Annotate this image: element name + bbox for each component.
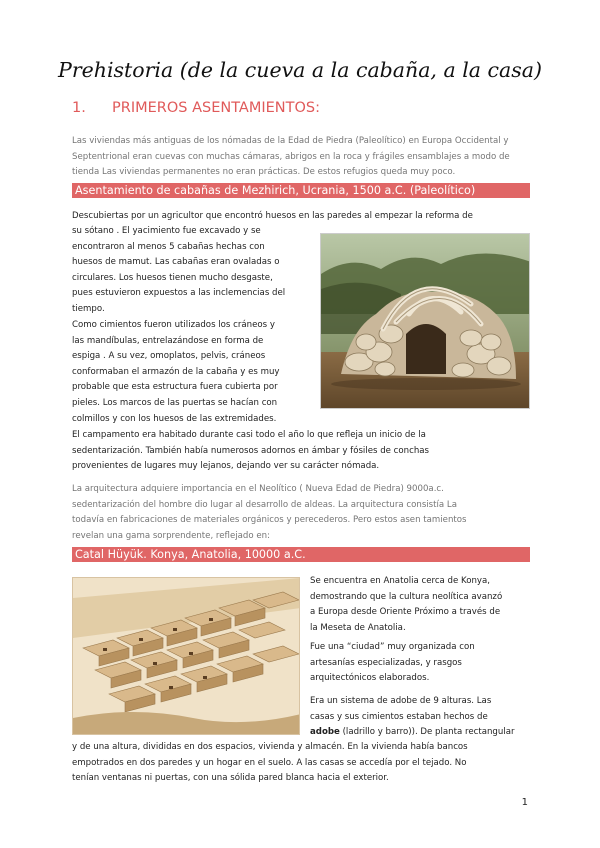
text-line: espiga . A su vez, omoplatos, pelvis, cráneos [72, 351, 266, 362]
bold-term-adobe: adobe [310, 727, 340, 738]
intro-line: Septentrional eran cuevas con muchas cámaras, abrigos en la roca y frágiles ensamblajes a modo de [72, 151, 510, 162]
mezhirich-paragraph-2 [72, 318, 308, 427]
catal-paragraph-2 [310, 640, 530, 687]
text-line: provenientes de lugares muy lejanos, dejando ver su carácter nómada. [72, 461, 380, 472]
section-heading [72, 100, 320, 116]
text-line: Como cimientos fueron utilizados los cráneos y [72, 320, 275, 330]
text-line: huesos de mamut. Las cabañas eran ovaladas o [72, 257, 280, 268]
mezhirich-first-line: Descubiertas por un agricultor que encontró huesos en las paredes al empezar la reforma de [72, 211, 473, 221]
text-line: todavía en fabricaciones de materiales orgánicos y perecederos. Pero estos asen tamientos [72, 515, 467, 526]
section-band-mezhirich: Asentamiento de cabañas de Mezhirich, Ucrania, 1500 a.C. (Paleolítico) [72, 183, 530, 198]
text-line: demostrando que la cultura neolítica avanzó [310, 591, 503, 602]
text-line: arquitectónicos elaborados. [310, 673, 430, 684]
text-line: encontraron al menos 5 cabañas hechas con [72, 241, 265, 252]
text-line: El campamento era habitado durante casi todo el año lo que refleja un inicio de la [72, 430, 426, 440]
text-line: la Meseta de Anatolia. [310, 622, 406, 633]
text-line: Fue una “ciudad” muy organizada con [310, 642, 475, 652]
campamento-paragraph [72, 428, 530, 475]
text-line: a Europa desde Oriente Próximo a través de [310, 607, 501, 618]
text-line: sedentarización. También había numerosos adornos en ámbar y fósiles de conchas [72, 445, 430, 456]
catal-huyuk-drawing [73, 578, 300, 735]
text-line: probable que esta estructura fuera cubierta por [72, 382, 278, 393]
neolithic-paragraph [72, 482, 530, 544]
text-line: Era un sistema de adobe de 9 alturas. Las [310, 696, 492, 706]
page-title: Prehistoria (de la cueva a la cabaña, a la casa) [58, 58, 542, 82]
text-fragment: (ladrillo y barro)). De planta rectangular [339, 727, 515, 738]
catal-paragraph-continuation [72, 740, 530, 787]
intro-line: tienda Las viviendas permanentes no eran prácticas. De estos refugios queda muy poco. [72, 167, 456, 178]
mammoth-bone-hut-photo [320, 233, 530, 409]
text-line: colmillos y con los huesos de las extremidades. [72, 413, 277, 424]
text-line: conformaban el armazón de la cabaña y es muy [72, 366, 280, 377]
text-line: La arquitectura adquiere importancia en el Neolítico ( Nueva Edad de Piedra) 9000a.c. [72, 484, 444, 494]
section-heading-text: PRIMEROS ASENTAMIENTOS: [112, 100, 321, 116]
text-line: revelan una gama sorprendente, reflejado en: [72, 530, 270, 541]
mezhirich-paragraph-1 [72, 224, 308, 318]
page-number: 1 [521, 797, 528, 808]
mammoth-bone-hut-illustration [321, 234, 530, 409]
intro-paragraph [72, 134, 530, 181]
catal-huyuk-illustration [72, 577, 300, 735]
text-line: pues estuvieron expuestos a las inclemencias del [72, 288, 286, 299]
text-line: sedentarización del hombre dio lugar al desarrollo de aldeas. La arquitectura consistía La [72, 499, 457, 510]
text-line: pieles. Los marcos de las puertas se hacían con [72, 397, 278, 408]
catal-paragraph-3 [310, 694, 530, 741]
text-line [310, 725, 530, 741]
text-line: tenían ventanas ni puertas, con una sólida pared blanca hacia el exterior. [72, 773, 389, 784]
text-line: tiempo. [72, 303, 105, 314]
text-line: Se encuentra en Anatolia cerca de Konya, [310, 576, 491, 586]
section-band-catal-huyuk: Catal Hüyük. Konya, Anatolia, 10000 a.C. [72, 547, 530, 562]
section-number: 1. [72, 100, 86, 116]
text-line: empotrados en dos paredes y un hogar en el suelo. A las casas se accedía por el tejado. No [72, 757, 467, 768]
text-line: y de una altura, divididas en dos espacios, vivienda y almacén. En la vivienda había bancos [72, 742, 468, 752]
text-line: las mandíbulas, entrelazándose en forma de [72, 335, 264, 346]
intro-line: Las viviendas más antiguas de los nómadas de la Edad de Piedra (Paleolítico) en Europa Occidental y [72, 136, 509, 146]
text-line: circulares. Los huesos tienen mucho desgaste, [72, 272, 273, 283]
text-line: casas y sus cimientos estaban hechos de [310, 711, 488, 722]
text-line: artesanías especializadas, y rasgos [310, 657, 462, 668]
text-line: su sótano . El yacimiento fue excavado y se [72, 226, 261, 236]
catal-paragraph-1 [310, 574, 530, 636]
